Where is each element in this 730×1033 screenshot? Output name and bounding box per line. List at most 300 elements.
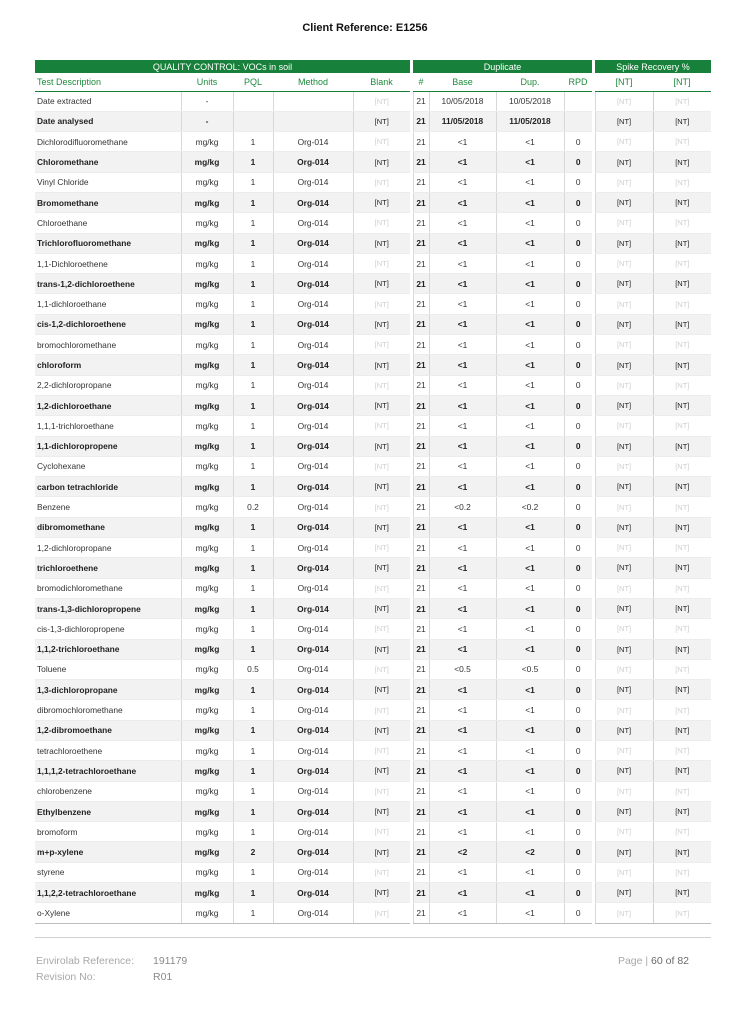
num-cell: 21 [413, 903, 429, 923]
table-row [35, 436, 711, 456]
dup-cell: <1 [496, 720, 564, 740]
base-cell: <1 [429, 680, 496, 700]
num-cell: 21 [413, 842, 429, 862]
method-cell: Org-014 [273, 720, 353, 740]
table-row [35, 903, 711, 923]
rpd-cell: 0 [564, 680, 592, 700]
dup-cell: <1 [496, 375, 564, 395]
blank-cell: [NT] [353, 680, 410, 700]
base-cell: <0.5 [429, 659, 496, 679]
units-cell: mg/kg [181, 720, 233, 740]
test-description-cell: Trichlorofluoromethane [35, 233, 181, 253]
method-cell: Org-014 [273, 538, 353, 558]
rpd-cell: 0 [564, 314, 592, 334]
table-row [35, 314, 711, 334]
table-row [35, 822, 711, 842]
method-cell: Org-014 [273, 497, 353, 517]
spike-nt-cell-1: [NT] [595, 781, 653, 801]
section-header-row [35, 60, 711, 73]
blank-cell: [NT] [353, 903, 410, 923]
spike-nt-cell-1: [NT] [595, 538, 653, 558]
blank-cell: [NT] [353, 741, 410, 761]
units-cell: mg/kg [181, 274, 233, 294]
blank-cell: [NT] [353, 375, 410, 395]
blank-cell: [NT] [353, 213, 410, 233]
spike-nt-cell-2: [NT] [653, 253, 711, 273]
table-row [35, 538, 711, 558]
table-row [35, 862, 711, 882]
col-header-method: Method [273, 73, 353, 91]
spike-nt-cell-1: [NT] [595, 801, 653, 821]
rpd-cell [564, 91, 592, 111]
base-cell: <1 [429, 233, 496, 253]
base-cell: <1 [429, 883, 496, 903]
col-header-blank: Blank [353, 73, 410, 91]
test-description-cell: o-Xylene [35, 903, 181, 923]
test-description-cell: carbon tetrachloride [35, 477, 181, 497]
base-cell: <1 [429, 558, 496, 578]
pql-cell: 1 [233, 253, 273, 273]
units-cell: mg/kg [181, 761, 233, 781]
test-description-cell: styrene [35, 862, 181, 882]
spike-section-title: Spike Recovery % [595, 60, 711, 73]
rpd-cell: 0 [564, 842, 592, 862]
method-cell: Org-014 [273, 375, 353, 395]
dup-cell: <1 [496, 578, 564, 598]
num-cell: 21 [413, 91, 429, 111]
dup-cell: <1 [496, 619, 564, 639]
num-cell: 21 [413, 416, 429, 436]
base-cell: <1 [429, 741, 496, 761]
table-row [35, 355, 711, 375]
method-cell: Org-014 [273, 822, 353, 842]
dup-cell: <1 [496, 152, 564, 172]
rpd-cell: 0 [564, 741, 592, 761]
num-cell: 21 [413, 700, 429, 720]
table-row [35, 517, 711, 537]
spike-nt-cell-2: [NT] [653, 639, 711, 659]
dup-cell: <1 [496, 680, 564, 700]
blank-cell: [NT] [353, 132, 410, 152]
method-cell: Org-014 [273, 213, 353, 233]
method-cell [273, 111, 353, 131]
blank-cell: [NT] [353, 91, 410, 111]
envirolab-reference-value: 191179 [153, 955, 188, 967]
units-cell: mg/kg [181, 152, 233, 172]
dup-cell: <1 [496, 761, 564, 781]
blank-cell: [NT] [353, 294, 410, 314]
dup-cell: <1 [496, 456, 564, 476]
method-cell: Org-014 [273, 274, 353, 294]
page-prefix: Page | [617, 955, 652, 967]
spike-nt-cell-1: [NT] [595, 375, 653, 395]
test-description-cell: chlorobenzene [35, 781, 181, 801]
dup-cell: <1 [496, 903, 564, 923]
method-cell: Org-014 [273, 842, 353, 862]
qc-table [35, 60, 711, 924]
spike-nt-cell-2: [NT] [653, 842, 711, 862]
pql-cell: 1 [233, 152, 273, 172]
spike-nt-cell-2: [NT] [653, 395, 711, 415]
blank-cell: [NT] [353, 538, 410, 558]
spike-nt-cell-1: [NT] [595, 477, 653, 497]
pql-cell: 1 [233, 274, 273, 294]
dup-cell: <1 [496, 253, 564, 273]
spike-nt-cell-1: [NT] [595, 335, 653, 355]
rpd-cell: 0 [564, 355, 592, 375]
pql-cell: 1 [233, 132, 273, 152]
spike-nt-cell-1: [NT] [595, 152, 653, 172]
num-cell: 21 [413, 862, 429, 882]
method-cell: Org-014 [273, 700, 353, 720]
blank-cell: [NT] [353, 111, 410, 131]
spike-nt-cell-1: [NT] [595, 395, 653, 415]
num-cell: 21 [413, 517, 429, 537]
base-cell: <1 [429, 395, 496, 415]
num-cell: 21 [413, 883, 429, 903]
dup-cell: <1 [496, 395, 564, 415]
units-cell: mg/kg [181, 132, 233, 152]
pql-cell: 1 [233, 355, 273, 375]
num-cell: 21 [413, 578, 429, 598]
test-description-cell: bromochloromethane [35, 335, 181, 355]
table-row [35, 111, 711, 131]
pql-cell: 1 [233, 294, 273, 314]
pql-cell: 1 [233, 700, 273, 720]
num-cell: 21 [413, 152, 429, 172]
spike-nt-cell-1: [NT] [595, 436, 653, 456]
spike-nt-cell-1: [NT] [595, 720, 653, 740]
pql-cell: 1 [233, 639, 273, 659]
duplicate-section-title: Duplicate [413, 60, 592, 73]
pql-cell: 1 [233, 822, 273, 842]
pql-cell: 1 [233, 233, 273, 253]
num-cell: 21 [413, 741, 429, 761]
test-description-cell: Vinyl Chloride [35, 172, 181, 192]
base-cell: <1 [429, 314, 496, 334]
blank-cell: [NT] [353, 598, 410, 618]
pql-cell: 1 [233, 477, 273, 497]
dup-cell: <1 [496, 335, 564, 355]
units-cell: mg/kg [181, 253, 233, 273]
base-cell: <1 [429, 700, 496, 720]
units-cell: mg/kg [181, 172, 233, 192]
spike-nt-cell-2: [NT] [653, 355, 711, 375]
base-cell: <1 [429, 294, 496, 314]
dup-cell: <1 [496, 883, 564, 903]
test-description-cell: Ethylbenzene [35, 801, 181, 821]
method-cell: Org-014 [273, 355, 353, 375]
col-header-dup: Dup. [496, 73, 564, 91]
base-cell: <1 [429, 416, 496, 436]
spike-nt-cell-1: [NT] [595, 659, 653, 679]
dup-cell: <1 [496, 781, 564, 801]
units-cell: mg/kg [181, 619, 233, 639]
blank-cell: [NT] [353, 862, 410, 882]
pql-cell [233, 111, 273, 131]
spike-nt-cell-2: [NT] [653, 578, 711, 598]
rpd-cell: 0 [564, 152, 592, 172]
dup-cell: <1 [496, 862, 564, 882]
table-row [35, 619, 711, 639]
rpd-cell: 0 [564, 294, 592, 314]
dup-cell: <1 [496, 314, 564, 334]
base-cell: <1 [429, 517, 496, 537]
test-description-cell: dibromomethane [35, 517, 181, 537]
table-row [35, 842, 711, 862]
rpd-cell: 0 [564, 517, 592, 537]
units-cell: mg/kg [181, 314, 233, 334]
pql-cell: 1 [233, 314, 273, 334]
table-row [35, 416, 711, 436]
col-header-spike-nt-1: [NT] [595, 73, 653, 91]
blank-cell: [NT] [353, 761, 410, 781]
rpd-cell: 0 [564, 822, 592, 842]
dup-cell: <0.5 [496, 659, 564, 679]
blank-cell: [NT] [353, 659, 410, 679]
dup-cell: <1 [496, 416, 564, 436]
base-cell: <1 [429, 801, 496, 821]
base-cell: <1 [429, 355, 496, 375]
table-row [35, 132, 711, 152]
blank-cell: [NT] [353, 335, 410, 355]
base-cell: <1 [429, 274, 496, 294]
units-cell: mg/kg [181, 538, 233, 558]
base-cell: <1 [429, 639, 496, 659]
num-cell: 21 [413, 233, 429, 253]
spike-nt-cell-2: [NT] [653, 192, 711, 212]
pql-cell: 0.2 [233, 497, 273, 517]
test-description-cell: 1,1-Dichloroethene [35, 253, 181, 273]
pql-cell: 1 [233, 436, 273, 456]
qc-table-body [35, 91, 711, 923]
rpd-cell: 0 [564, 375, 592, 395]
pql-cell: 1 [233, 883, 273, 903]
method-cell: Org-014 [273, 253, 353, 273]
spike-nt-cell-2: [NT] [653, 314, 711, 334]
spike-nt-cell-1: [NT] [595, 416, 653, 436]
units-cell: mg/kg [181, 294, 233, 314]
method-cell: Org-014 [273, 741, 353, 761]
dup-cell: <1 [496, 538, 564, 558]
test-description-cell: 1,1,1,2-tetrachloroethane [35, 761, 181, 781]
pql-cell: 1 [233, 335, 273, 355]
table-row [35, 213, 711, 233]
table-row [35, 192, 711, 212]
num-cell: 21 [413, 294, 429, 314]
num-cell: 21 [413, 132, 429, 152]
table-row [35, 253, 711, 273]
num-cell: 21 [413, 558, 429, 578]
test-description-cell: Chloromethane [35, 152, 181, 172]
dup-cell: <1 [496, 598, 564, 618]
units-cell: mg/kg [181, 862, 233, 882]
rpd-cell: 0 [564, 213, 592, 233]
revision-label: Revision No: [36, 971, 96, 983]
qc-section-title: QUALITY CONTROL: VOCs in soil [35, 60, 410, 73]
method-cell: Org-014 [273, 619, 353, 639]
base-cell: <1 [429, 375, 496, 395]
test-description-cell: 1,1,1-trichloroethane [35, 416, 181, 436]
num-cell: 21 [413, 274, 429, 294]
num-cell: 21 [413, 538, 429, 558]
test-description-cell: bromodichloromethane [35, 578, 181, 598]
spike-nt-cell-2: [NT] [653, 680, 711, 700]
test-description-cell: m+p-xylene [35, 842, 181, 862]
num-cell: 21 [413, 375, 429, 395]
spike-nt-cell-2: [NT] [653, 720, 711, 740]
method-cell: Org-014 [273, 152, 353, 172]
num-cell: 21 [413, 497, 429, 517]
pql-cell: 1 [233, 903, 273, 923]
method-cell: Org-014 [273, 233, 353, 253]
blank-cell: [NT] [353, 842, 410, 862]
pql-cell: 1 [233, 538, 273, 558]
revision-value: R01 [153, 971, 173, 983]
spike-nt-cell-2: [NT] [653, 700, 711, 720]
col-header-num: # [413, 73, 429, 91]
method-cell: Org-014 [273, 335, 353, 355]
footer-references [36, 953, 187, 985]
dup-cell: 10/05/2018 [496, 91, 564, 111]
blank-cell: [NT] [353, 456, 410, 476]
spike-nt-cell-1: [NT] [595, 91, 653, 111]
test-description-cell: 1,1-dichloroethane [35, 294, 181, 314]
num-cell: 21 [413, 213, 429, 233]
table-row [35, 639, 711, 659]
spike-nt-cell-1: [NT] [595, 274, 653, 294]
test-description-cell: 1,2-dichloroethane [35, 395, 181, 415]
blank-cell: [NT] [353, 720, 410, 740]
pql-cell: 1 [233, 761, 273, 781]
num-cell: 21 [413, 111, 429, 131]
test-description-cell: cis-1,2-dichloroethene [35, 314, 181, 334]
spike-nt-cell-2: [NT] [653, 659, 711, 679]
blank-cell: [NT] [353, 395, 410, 415]
blank-cell: [NT] [353, 517, 410, 537]
rpd-cell: 0 [564, 700, 592, 720]
dup-cell: <1 [496, 639, 564, 659]
method-cell: Org-014 [273, 558, 353, 578]
col-header-test-description: Test Description [35, 73, 181, 91]
rpd-cell: 0 [564, 477, 592, 497]
test-description-cell: 2,2-dichloropropane [35, 375, 181, 395]
base-cell: <1 [429, 152, 496, 172]
blank-cell: [NT] [353, 436, 410, 456]
num-cell: 21 [413, 477, 429, 497]
pql-cell: 1 [233, 598, 273, 618]
spike-nt-cell-1: [NT] [595, 883, 653, 903]
table-row [35, 152, 711, 172]
spike-nt-cell-2: [NT] [653, 598, 711, 618]
table-row [35, 294, 711, 314]
base-cell: <1 [429, 781, 496, 801]
col-header-units: Units [181, 73, 233, 91]
pql-cell: 1 [233, 395, 273, 415]
spike-nt-cell-1: [NT] [595, 213, 653, 233]
pql-cell: 1 [233, 781, 273, 801]
spike-nt-cell-1: [NT] [595, 619, 653, 639]
method-cell: Org-014 [273, 477, 353, 497]
spike-nt-cell-1: [NT] [595, 456, 653, 476]
spike-nt-cell-1: [NT] [595, 761, 653, 781]
method-cell: Org-014 [273, 598, 353, 618]
units-cell: mg/kg [181, 822, 233, 842]
pql-cell: 1 [233, 456, 273, 476]
rpd-cell: 0 [564, 862, 592, 882]
rpd-cell: 0 [564, 192, 592, 212]
envirolab-reference-label: Envirolab Reference: [36, 955, 135, 967]
dup-cell: <1 [496, 436, 564, 456]
method-cell: Org-014 [273, 680, 353, 700]
client-reference: Client Reference: E1256 [302, 22, 428, 34]
dup-cell: <1 [496, 477, 564, 497]
spike-nt-cell-2: [NT] [653, 497, 711, 517]
rpd-cell: 0 [564, 903, 592, 923]
rpd-cell: 0 [564, 578, 592, 598]
units-cell: mg/kg [181, 456, 233, 476]
units-cell: mg/kg [181, 842, 233, 862]
dup-cell: 11/05/2018 [496, 111, 564, 131]
blank-cell: [NT] [353, 172, 410, 192]
spike-nt-cell-1: [NT] [595, 172, 653, 192]
base-cell: <1 [429, 538, 496, 558]
blank-cell: [NT] [353, 416, 410, 436]
spike-nt-cell-1: [NT] [595, 294, 653, 314]
method-cell: Org-014 [273, 436, 353, 456]
base-cell: <1 [429, 578, 496, 598]
rpd-cell: 0 [564, 456, 592, 476]
spike-nt-cell-2: [NT] [653, 456, 711, 476]
pql-cell: 0.5 [233, 659, 273, 679]
pql-cell: 1 [233, 213, 273, 233]
rpd-cell: 0 [564, 416, 592, 436]
base-cell: <1 [429, 903, 496, 923]
table-row [35, 578, 711, 598]
spike-nt-cell-1: [NT] [595, 862, 653, 882]
blank-cell: [NT] [353, 822, 410, 842]
rpd-cell: 0 [564, 395, 592, 415]
method-cell: Org-014 [273, 761, 353, 781]
table-row [35, 375, 711, 395]
spike-nt-cell-1: [NT] [595, 700, 653, 720]
dup-cell: <1 [496, 801, 564, 821]
rpd-cell: 0 [564, 761, 592, 781]
base-cell: 11/05/2018 [429, 111, 496, 131]
units-cell: mg/kg [181, 517, 233, 537]
table-row [35, 741, 711, 761]
blank-cell: [NT] [353, 700, 410, 720]
test-description-cell: 1,1,2-trichloroethane [35, 639, 181, 659]
spike-nt-cell-2: [NT] [653, 619, 711, 639]
test-description-cell: 1,3-dichloropropane [35, 680, 181, 700]
spike-nt-cell-2: [NT] [653, 883, 711, 903]
table-row [35, 761, 711, 781]
base-cell: <1 [429, 253, 496, 273]
col-header-rpd: RPD [564, 73, 592, 91]
units-cell: mg/kg [181, 213, 233, 233]
units-cell: mg/kg [181, 395, 233, 415]
page-number [618, 955, 689, 967]
spike-nt-cell-2: [NT] [653, 172, 711, 192]
method-cell: Org-014 [273, 192, 353, 212]
base-cell: <1 [429, 720, 496, 740]
blank-cell: [NT] [353, 883, 410, 903]
base-cell: <0.2 [429, 497, 496, 517]
spike-nt-cell-1: [NT] [595, 111, 653, 131]
base-cell: <1 [429, 213, 496, 233]
spike-nt-cell-2: [NT] [653, 558, 711, 578]
